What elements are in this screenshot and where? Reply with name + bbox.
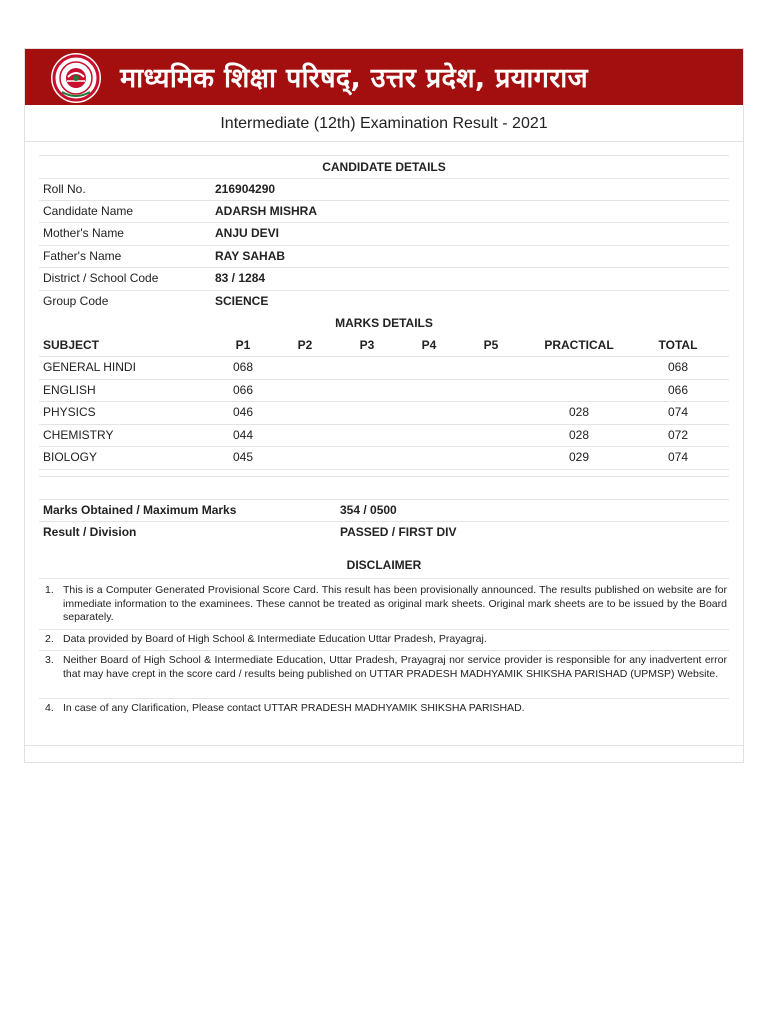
total-cell: 066: [667, 383, 689, 397]
summary-value: 354 / 0500: [340, 503, 397, 517]
table-row: [39, 446, 729, 468]
practical-cell: 029: [568, 450, 590, 464]
total-cell: 072: [667, 428, 689, 442]
detail-label: Roll No.: [43, 182, 86, 196]
disclaimer-item: [39, 654, 729, 694]
subject-cell: GENERAL HINDI: [43, 360, 136, 374]
subject-cell: CHEMISTRY: [43, 428, 114, 442]
subject-cell: BIOLOGY: [43, 450, 98, 464]
subject-cell: PHYSICS: [43, 405, 96, 419]
total-cell: 068: [667, 360, 689, 374]
summary-label: Result / Division: [43, 525, 137, 539]
detail-row-roll-no: [39, 178, 729, 200]
total-cell: 074: [667, 405, 689, 419]
practical-cell: 028: [568, 405, 590, 419]
detail-row-candidate-name: [39, 200, 729, 222]
detail-label: Mother's Name: [43, 226, 124, 240]
detail-value: SCIENCE: [215, 294, 269, 308]
subject-cell: ENGLISH: [43, 383, 96, 397]
detail-value: ANJU DEVI: [215, 226, 280, 240]
column-header: TOTAL: [658, 338, 698, 352]
disclaimer-text: Data provided by Board of High School & Intermediate Education Uttar Pradesh, Prayagraj.: [63, 633, 487, 645]
candidate-details-heading: CANDIDATE DETAILS: [322, 160, 446, 174]
disclaimer-number: 4.: [45, 702, 54, 714]
column-header: P1: [235, 338, 251, 352]
disclaimer-item: [39, 633, 729, 647]
p1-cell: 046: [232, 405, 254, 419]
p1-cell: 066: [232, 383, 254, 397]
practical-cell: 028: [568, 428, 590, 442]
column-header: SUBJECT: [43, 338, 100, 352]
p1-cell: 068: [232, 360, 254, 374]
column-header: P5: [483, 338, 499, 352]
detail-label: District / School Code: [43, 271, 159, 285]
detail-row-mothers-name: [39, 222, 729, 244]
upmsp-logo-icon: [51, 53, 101, 103]
detail-row-group-code: [39, 290, 729, 312]
table-row: [39, 401, 729, 423]
disclaimer-item: [39, 584, 729, 624]
disclaimer-text: In case of any Clarification, Please contact UTTAR PRADESH MADHYAMIK SHIKSHA PARISHAD.: [63, 702, 525, 714]
result-card-body: [25, 49, 743, 746]
summary-value: PASSED / FIRST DIV: [340, 525, 457, 539]
disclaimer-number: 3.: [45, 654, 54, 666]
detail-value: ADARSH MISHRA: [215, 204, 317, 218]
disclaimer-text: This is a Computer Generated Provisional Score Card. This result has been provisionally announced. The results published on website are for immediate information to the examinees. These cannot be treated as original mark sheets. Original mark sheets are to be issued by the Board separately.: [63, 584, 727, 623]
table-row: [39, 424, 729, 446]
detail-label: Father's Name: [43, 249, 122, 263]
p1-cell: 045: [232, 450, 254, 464]
disclaimer-number: 2.: [45, 633, 54, 645]
summary-label: Marks Obtained / Maximum Marks: [43, 503, 237, 517]
column-header: PRACTICAL: [544, 338, 614, 352]
column-header: P3: [359, 338, 375, 352]
p1-cell: 044: [232, 428, 254, 442]
summary-row-result: [39, 521, 729, 543]
header-banner: [25, 49, 743, 105]
marks-details-heading: MARKS DETAILS: [335, 316, 433, 330]
detail-label: Candidate Name: [43, 204, 134, 218]
detail-value: 83 / 1284: [215, 271, 266, 285]
detail-value: 216904290: [215, 182, 276, 196]
table-row: [39, 356, 729, 378]
exam-title: Intermediate (12th) Examination Result - 2021: [25, 107, 743, 142]
summary-row-marks: [39, 499, 729, 521]
disclaimer-number: 1.: [45, 584, 54, 596]
result-card: [24, 48, 744, 763]
detail-row-fathers-name: [39, 245, 729, 267]
disclaimer-heading: DISCLAIMER: [346, 558, 422, 572]
column-header: P4: [421, 338, 437, 352]
board-name: माध्यमिक शिक्षा परिषद्, उत्तर प्रदेश, प्रयागराज: [120, 63, 588, 94]
column-header: P2: [297, 338, 313, 352]
detail-label: Group Code: [43, 294, 109, 308]
total-cell: 074: [667, 450, 689, 464]
detail-row-district-school-code: [39, 267, 729, 289]
detail-value: RAY SAHAB: [215, 249, 286, 263]
marks-table-header: [39, 334, 729, 356]
disclaimer-text: Neither Board of High School & Intermediate Education, Uttar Pradesh, Prayagraj nor service provider is responsible for any inadvertent error that may have crept in the score card / results being published on UTTAR PRADESH MADHYAMIK SHIKSHA PARISHAD (UPMSP) Website.: [63, 654, 727, 680]
disclaimer-item: [39, 702, 729, 716]
table-row: [39, 379, 729, 401]
